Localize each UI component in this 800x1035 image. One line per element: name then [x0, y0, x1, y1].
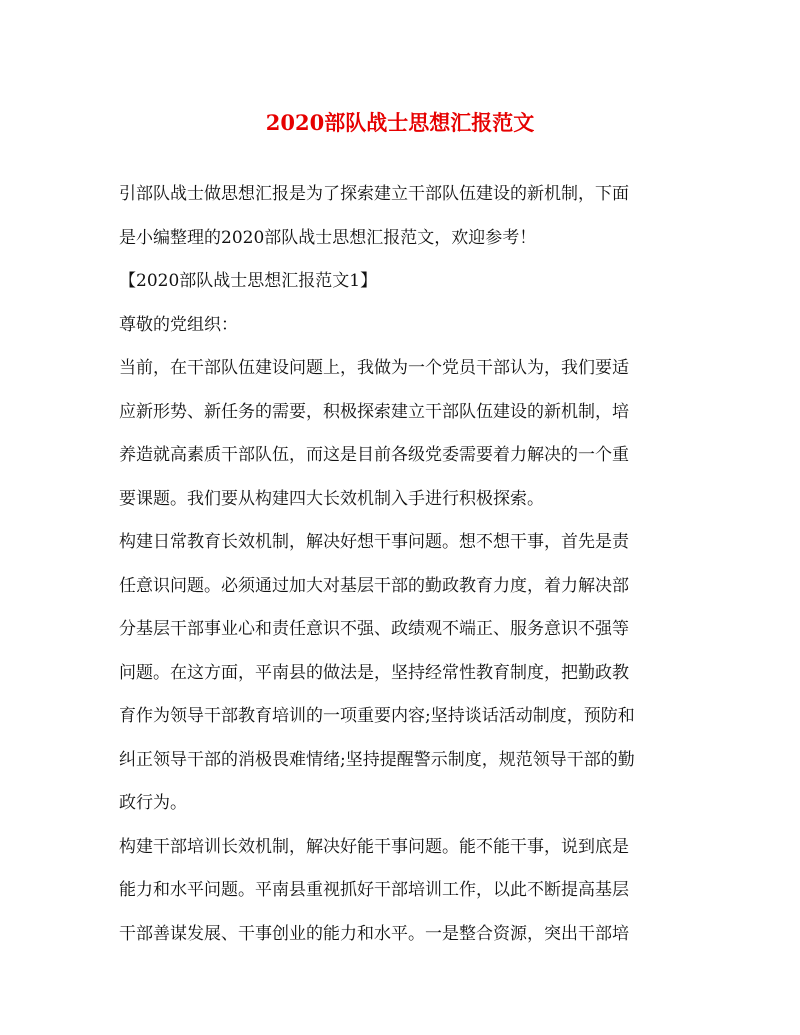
body-line: 要课题。我们要从构建四大长效机制入手进行积极探索。	[119, 489, 544, 509]
body-line: 引部队战士做思想汇报是为了探索建立干部队伍建设的新机制，下面	[119, 184, 629, 204]
body-line: 当前，在干部队伍建设问题上，我做为一个党员干部认为，我们要适	[119, 358, 629, 378]
body-line: 能力和水平问题。平南县重视抓好干部培训工作，以此不断提高基层	[119, 880, 629, 900]
body-line: 构建干部培训长效机制，解决好能干事问题。能不能干事，说到底是	[119, 837, 629, 857]
body-line: 任意识问题。必须通过加大对基层干部的勤政教育力度，着力解决部	[119, 576, 629, 596]
body-line: 纠正领导干部的消极畏难情绪;坚持提醒警示制度，规范领导干部的勤	[119, 750, 635, 770]
body-line: 养造就高素质干部队伍，而这是目前各级党委需要着力解决的一个重	[119, 445, 629, 465]
document-title: 2020部队战士思想汇报范文	[265, 110, 535, 135]
body-line: 构建日常教育长效机制，解决好想干事问题。想不想干事，首先是责	[119, 532, 629, 552]
section-heading: 【2020部队战士思想汇报范文1】	[119, 271, 378, 291]
salutation: 尊敬的党组织：	[119, 315, 238, 335]
body-line: 分基层干部事业心和责任意识不强、政绩观不端正、服务意识不强等	[119, 619, 629, 639]
body-line: 是小编整理的2020部队战士思想汇报范文，欢迎参考！	[119, 228, 537, 248]
body-line: 政行为。	[119, 793, 187, 813]
body-line: 干部善谋发展、干事创业的能力和水平。一是整合资源，突出干部培	[119, 924, 629, 944]
body-line: 育作为领导干部教育培训的一项重要内容;坚持谈话活动制度，预防和	[119, 706, 635, 726]
body-line: 问题。在这方面，平南县的做法是，坚持经常性教育制度，把勤政教	[119, 663, 629, 683]
body-line: 应新形势、新任务的需要，积极探索建立干部队伍建设的新机制，培	[119, 402, 629, 422]
